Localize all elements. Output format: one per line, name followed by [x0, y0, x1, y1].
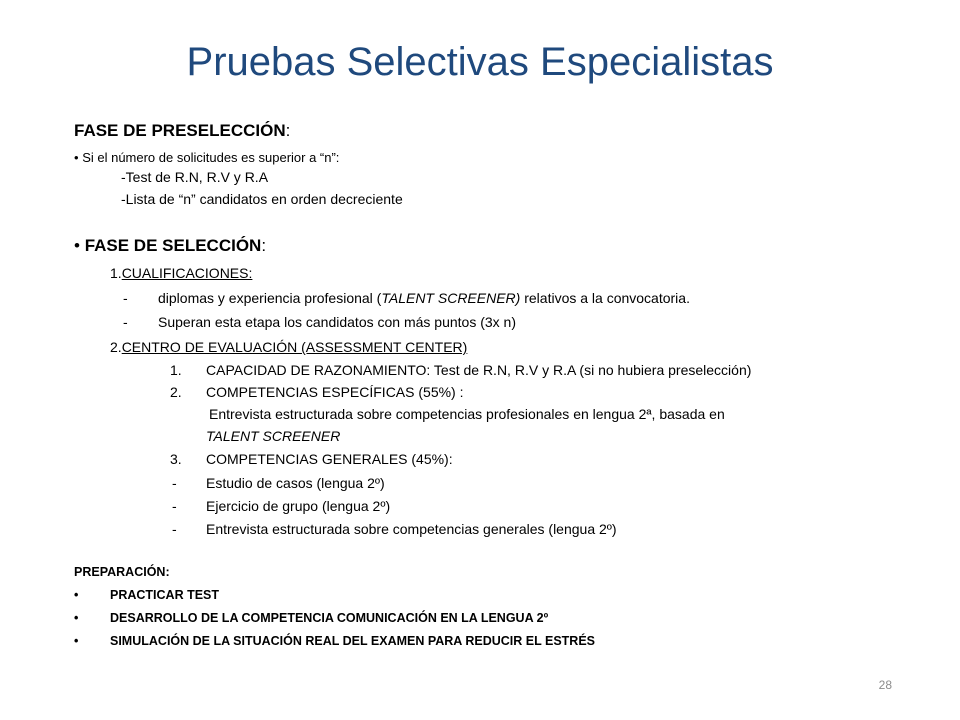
preparacion-item: PRACTICAR TEST	[110, 588, 220, 602]
cualificaciones-dash: -	[123, 290, 128, 306]
seleccion-heading-label: FASE DE SELECCIÓN	[84, 236, 262, 255]
list-number: 2.	[170, 384, 182, 400]
list-dash: -	[172, 521, 177, 537]
centro-item-detail: Entrevista estructurada sobre competencias profesionales en lengua 2ª, basada en	[209, 406, 725, 422]
centro-subitem: Ejercicio de grupo (lengua 2º)	[206, 498, 391, 514]
cualificaciones-label: CUALIFICACIONES:	[121, 265, 253, 281]
list-number: 1.	[110, 265, 122, 281]
centro-item-detail-italic: TALENT SCREENER	[206, 428, 341, 444]
cualificaciones-item	[158, 290, 690, 306]
preseleccion-heading	[74, 121, 290, 141]
centro-label: CENTRO DE EVALUACIÓN (ASSESSMENT CENTER)	[121, 339, 468, 355]
seleccion-heading-colon: :	[261, 236, 267, 255]
preseleccion-heading-label: FASE DE PRESELECCIÓN	[74, 121, 286, 140]
cualificaciones-item-text: relativos a la convocatoria.	[520, 290, 690, 306]
slide-title: Pruebas Selectivas Especialistas	[186, 40, 774, 84]
cualificaciones-heading	[110, 265, 252, 281]
bullet-icon: •	[74, 634, 79, 648]
bullet-icon: •	[74, 150, 79, 165]
centro-heading	[110, 339, 467, 355]
cualificaciones-dash: -	[123, 314, 128, 330]
preparacion-item: DESARROLLO DE LA COMPETENCIA COMUNICACIÓN EN LA LENGUA 2º	[110, 611, 549, 625]
preseleccion-heading-colon: :	[285, 121, 291, 140]
preseleccion-item: -Lista de “n” candidatos en orden decreciente	[121, 191, 403, 207]
bullet-icon: •	[74, 236, 80, 255]
centro-item: COMPETENCIAS ESPECÍFICAS (55%) :	[206, 384, 464, 400]
centro-item: COMPETENCIAS GENERALES (45%):	[206, 451, 453, 467]
page-number: 28	[878, 678, 892, 692]
list-number: 2.	[110, 339, 122, 355]
list-dash: -	[172, 498, 177, 514]
centro-subitem: Entrevista estructurada sobre competencias generales (lengua 2º)	[206, 521, 617, 537]
preseleccion-condition-text: Si el número de solicitudes es superior a “n”:	[82, 150, 340, 165]
bullet-icon: •	[74, 588, 79, 602]
seleccion-heading	[74, 236, 266, 256]
centro-item: CAPACIDAD DE RAZONAMIENTO: Test de R.N, R.V y R.A (si no hubiera preselección)	[206, 362, 752, 378]
list-dash: -	[172, 475, 177, 491]
cualificaciones-item-text: diplomas y experiencia profesional (	[158, 290, 382, 306]
list-number: 3.	[170, 451, 182, 467]
list-number: 1.	[170, 362, 182, 378]
bullet-icon: •	[74, 611, 79, 625]
centro-subitem: Estudio de casos (lengua 2º)	[206, 475, 385, 491]
preseleccion-condition	[74, 150, 339, 165]
preseleccion-item: -Test de R.N, R.V y R.A	[121, 169, 269, 185]
preparacion-heading: PREPARACIÓN:	[74, 565, 170, 579]
preparacion-item: SIMULACIÓN DE LA SITUACIÓN REAL DEL EXAMEN PARA REDUCIR EL ESTRÉS	[110, 634, 595, 648]
cualificaciones-item: Superan esta etapa los candidatos con más puntos (3x n)	[158, 314, 516, 330]
cualificaciones-item-italic: TALENT SCREENER)	[381, 290, 521, 306]
